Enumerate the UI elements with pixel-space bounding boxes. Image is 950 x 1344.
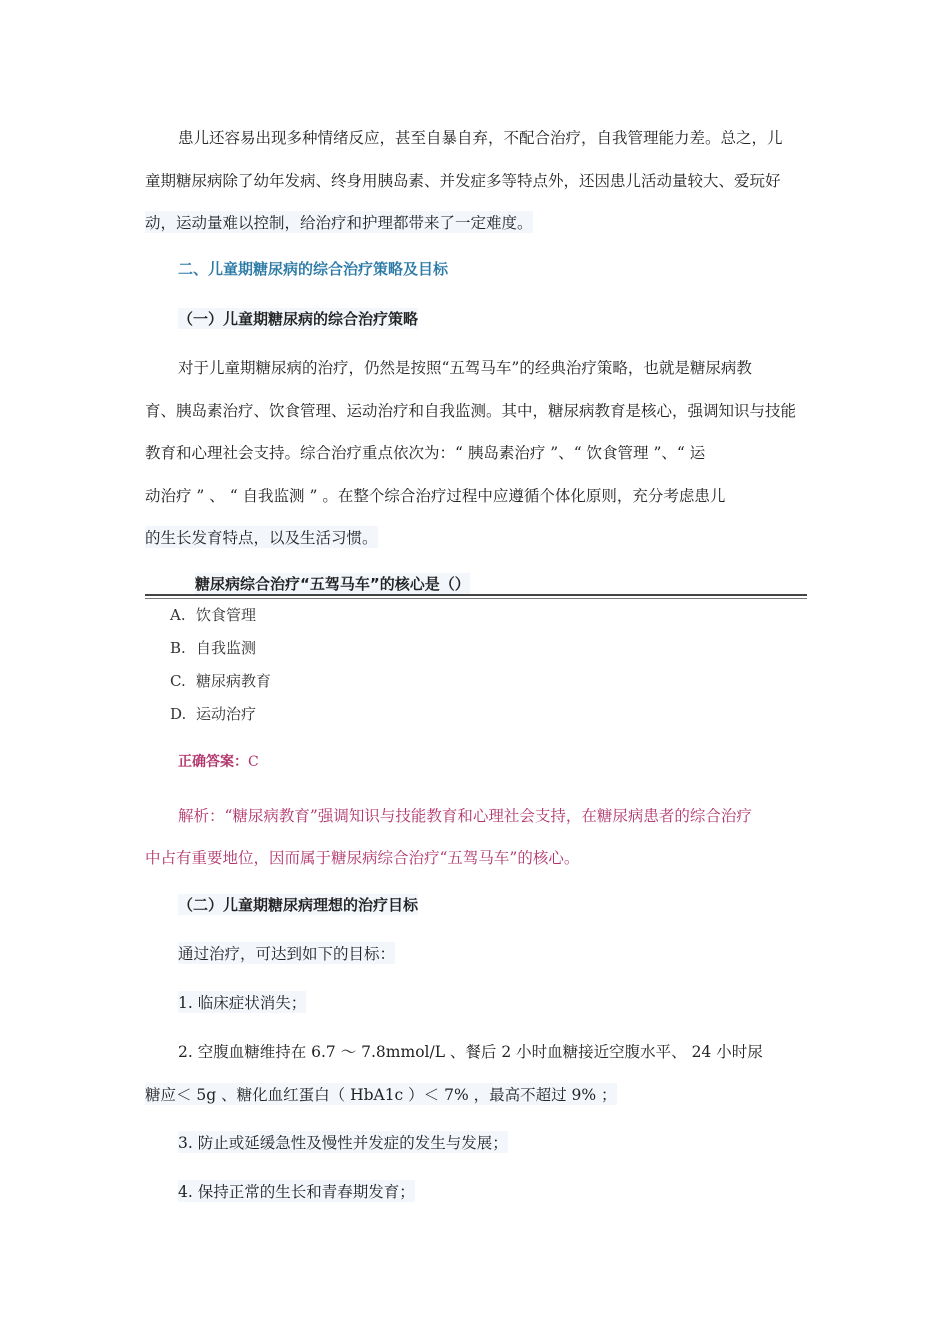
analysis-line: 解析：“糖尿病教育”强调知识与技能教育和心理社会支持，在糖尿病患者的综合治疗 <box>178 807 752 825</box>
analysis-line: 中占有重要地位，因而属于糖尿病综合治疗“五驾马车”的核心。 <box>145 849 580 867</box>
goals-intro: 通过治疗，可达到如下的目标： <box>178 942 395 964</box>
paragraph-line: 教育和心理社会支持。综合治疗重点依次为：“ 胰岛素治疗 ”、“ 饮食管理 ”、“ 运 <box>145 444 706 462</box>
paragraph-line: 的生长发育特点，以及生活习惯。 <box>145 526 378 548</box>
paragraph-line: 动治疗 ” 、 “ 自我监测 ” 。在整个综合治疗过程中应遵循个体化原则，充分考虑患儿 <box>145 487 726 505</box>
quiz-option-b[interactable] <box>170 637 256 658</box>
quiz-option-d[interactable] <box>170 703 256 724</box>
section-heading: 二、儿童期糖尿病的综合治疗策略及目标 <box>178 260 449 278</box>
quiz-question: 糖尿病综合治疗“五驾马车”的核心是（） <box>195 575 470 593</box>
subsection-heading-strategy: （一）儿童期糖尿病的综合治疗策略 <box>178 310 419 328</box>
quiz-option-a[interactable] <box>170 604 256 625</box>
correct-answer <box>178 751 259 771</box>
option-key: C. <box>170 672 186 690</box>
option-key: B. <box>170 639 186 657</box>
option-key: D. <box>170 705 187 723</box>
paragraph-line: 对于儿童期糖尿病的治疗，仍然是按照“五驾马车”的经典治疗策略，也就是糖尿病教 <box>178 359 752 377</box>
answer-value: C <box>248 754 259 770</box>
option-text: 糖尿病教育 <box>196 672 272 690</box>
paragraph-line: 患儿还容易出现多种情绪反应，甚至自暴自弃，不配合治疗，自我管理能力差。总之，儿 <box>178 129 783 147</box>
goal-line: 2. 空腹血糖维持在 6.7 ～ 7.8mmol/L 、餐后 2 小时血糖接近空腹水平、 24 小时尿 <box>178 1043 763 1061</box>
paragraph-line: 育、胰岛素治疗、饮食管理、运动治疗和自我监测。其中，糖尿病教育是核心，强调知识与技能 <box>145 402 797 420</box>
goal-item-3: 3. 防止或延缓急性及慢性并发症的发生与发展； <box>178 1131 508 1153</box>
divider <box>145 598 807 599</box>
option-text: 运动治疗 <box>196 705 257 723</box>
paragraph-line: 动，运动量难以控制，给治疗和护理都带来了一定难度。 <box>145 211 533 233</box>
goal-item-4: 4. 保持正常的生长和青春期发育； <box>178 1180 415 1202</box>
option-key: A. <box>170 606 186 624</box>
option-text: 饮食管理 <box>196 606 257 624</box>
divider <box>145 594 807 596</box>
subsection-heading-goals: （二）儿童期糖尿病理想的治疗目标 <box>178 896 419 914</box>
goal-line: 糖应＜ 5g 、糖化血红蛋白（ HbA1c ）＜ 7% ，最高不超过 9% ； <box>145 1083 617 1105</box>
option-text: 自我监测 <box>196 639 257 657</box>
answer-label: 正确答案： <box>178 754 248 770</box>
goal-item-1: 1. 临床症状消失； <box>178 991 306 1013</box>
paragraph-line: 童期糖尿病除了幼年发病、终身用胰岛素、并发症多等特点外，还因患儿活动量较大、爱玩好 <box>145 172 781 190</box>
quiz-option-c[interactable] <box>170 670 271 691</box>
